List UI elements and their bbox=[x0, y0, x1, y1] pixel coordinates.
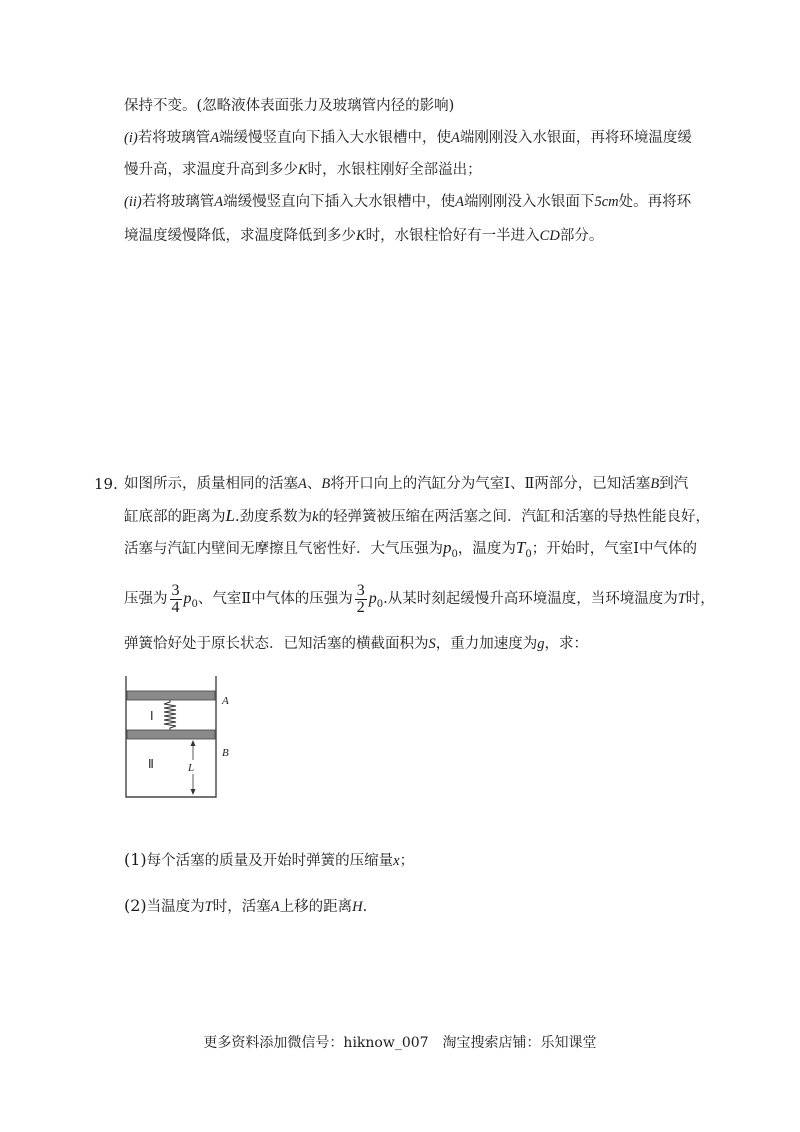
q19-line-5: 弹簧恰好处于原长状态．已知活塞的横截面积为S，重力加速度为g，求： bbox=[124, 636, 588, 652]
q19-line-4: 压强为 $\frac{3}{4}$ $p_0$、气室Ⅱ中气体的压强为 $\frac{3}{2}$ $p_0$.从某时刻起缓慢升高环境温度，当环境温度为T时， bbox=[124, 581, 715, 616]
prev-sub-ii-line-2: 境温度缓慢降低，求温度降低到多少K时，水银柱恰好有一半进入CD部分。 bbox=[124, 228, 604, 244]
sub-question-1: (1)每个活塞的质量及开始时弹簧的压缩量x； bbox=[124, 850, 415, 869]
cylinder-diagram bbox=[118, 670, 238, 805]
label-chamber-1: Ⅰ bbox=[150, 709, 154, 723]
piston-b bbox=[127, 730, 215, 739]
question-number: 19. bbox=[94, 475, 118, 493]
page-footer: 更多资料添加微信号：hiknow_007 淘宝搜索店铺：乐知课堂 bbox=[203, 1035, 597, 1051]
prev-line-1: 保持不变。(忽略液体表面张力及玻璃管内径的影响) bbox=[124, 98, 455, 114]
piston-a bbox=[127, 691, 215, 700]
arrow-up-icon bbox=[191, 740, 196, 746]
q19-line-2: 缸底部的距离为L.劲度系数为k的轻弹簧被压缩在两活塞之间．汽缸和活塞的导热性能良好， bbox=[124, 506, 711, 525]
prev-sub-ii-line-1: (ii)若将玻璃管A端缓慢竖直向下插入大水银槽中，使A端刚刚没入水银面下5cm处。再将环 bbox=[124, 194, 692, 210]
fraction-three-quarters: $\frac{3}{4}$ bbox=[171, 581, 180, 616]
sub-ii-tag: (ii) bbox=[124, 194, 142, 210]
label-piston-a: A bbox=[222, 695, 229, 707]
sub-i-tag: (i) bbox=[124, 130, 138, 146]
fraction-three-halves: $\frac{3}{2}$ bbox=[356, 581, 365, 616]
label-piston-b: B bbox=[222, 747, 229, 759]
arrow-down-icon bbox=[191, 789, 196, 795]
spring bbox=[164, 700, 176, 730]
label-chamber-2: Ⅱ bbox=[148, 757, 154, 771]
sub-question-2: (2)当温度为T时，活塞A上移的距离H. bbox=[124, 896, 368, 915]
label-l: L bbox=[188, 762, 195, 774]
q19-line-1: 如图所示，质量相同的活塞A、B将开口向上的汽缸分为气室Ⅰ、Ⅱ两部分，已知活塞B到汽 bbox=[124, 476, 689, 492]
prev-sub-i-line-2: 慢升高，求温度升高到多少K时，水银柱刚好全部溢出； bbox=[124, 162, 482, 178]
q19-line-3: 活塞与汽缸内壁间无摩擦且气密性好．大气压强为$p_0$，温度为$T_0$；开始时，气室Ⅰ中气体的 bbox=[124, 538, 697, 560]
prev-sub-i-line-1: (i)若将玻璃管A端缓慢竖直向下插入大水银槽中，使A端刚刚没入水银面，再将环境温度缓 bbox=[124, 130, 692, 146]
